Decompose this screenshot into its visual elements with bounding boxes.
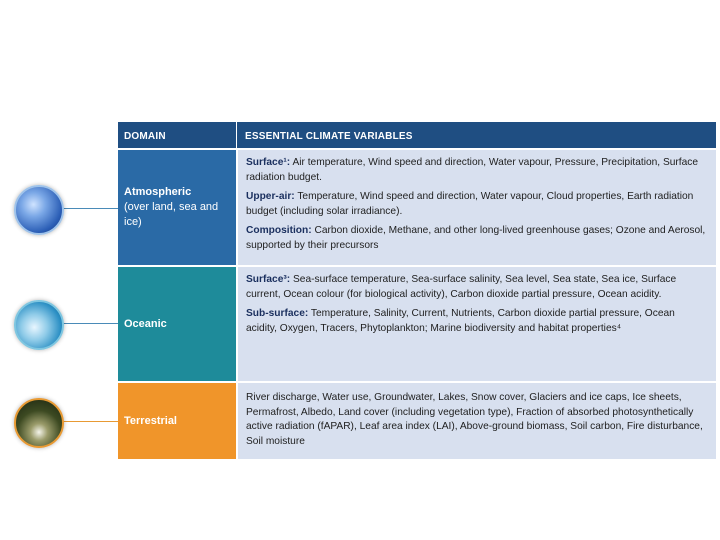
variable-group (246, 307, 708, 336)
oceanic-connector-line (60, 323, 118, 324)
table-row-oceanic (118, 265, 716, 381)
domain-cell (118, 383, 236, 459)
variable-group-label: Surface¹: (246, 157, 291, 168)
variable-group-label: Sub-surface: (246, 308, 309, 320)
domain-cell (118, 150, 236, 265)
variable-group-text: River discharge, Water use, Groundwater, Lakes, Snow cover, Glaciers and ice caps, Ice sheets, Permafrost, Albedo, Land cover (including vegetation type), Fraction of absorbed photosynthetically active radiation (fAPAR), Leaf area index (LAI), Above-ground biomass, Soil carbon, Fire disturbance, Soil moisture (246, 392, 703, 447)
variable-group (246, 391, 708, 449)
variable-group-text: Temperature, Salinity, Current, Nutrients, Carbon dioxide partial pressure, Ocean acidity, Oxygen, Tracers, Phytoplankton; Marine biodiversity and habitat properties⁴ (246, 308, 675, 334)
atmosphere-globe-icon (14, 185, 64, 235)
variables-cell (236, 150, 716, 265)
land-globe-icon (14, 398, 64, 448)
table-header (118, 122, 716, 148)
table-row-atmospheric (118, 148, 716, 265)
domain-name: Oceanic (124, 317, 167, 330)
variable-group (246, 273, 708, 302)
variable-group-text: Temperature, Wind speed and direction, Water vapour, Cloud properties, Earth radiation budget (including solar irradiance). (246, 191, 694, 217)
climate-variables-table (118, 122, 716, 459)
domain-name: Atmospheric (124, 186, 192, 198)
variable-group (246, 224, 708, 253)
variable-group-label: Composition: (246, 225, 312, 237)
table-row-terrestrial (118, 381, 716, 459)
variable-group-label: Surface³: (246, 274, 291, 285)
domain-subtitle: (over land, sea and ice) (124, 201, 219, 228)
atmospheric-connector-line (60, 208, 118, 209)
variable-group-text: Sea-surface temperature, Sea-surface salinity, Sea level, Sea state, Sea ice, Surface current, Ocean colour (for biological activity), Carbon dioxide partial pressure, Ocean acidity. (246, 274, 677, 300)
variables-cell (236, 267, 716, 381)
variables-column-header: ESSENTIAL CLIMATE VARIABLES (236, 122, 716, 148)
variable-group (246, 190, 708, 219)
variable-group (246, 156, 708, 185)
domain-cell (118, 267, 236, 381)
domain-column-header: DOMAIN (124, 131, 166, 142)
variable-group-text: Carbon dioxide, Methane, and other long-lived greenhouse gases; Ozone and Aerosol, supported by their precursors (246, 225, 706, 251)
domain-name: Terrestrial (124, 414, 177, 427)
variables-cell (236, 383, 716, 459)
ocean-globe-icon (14, 300, 64, 350)
variable-group-label: Upper-air: (246, 191, 295, 203)
variable-group-text: Air temperature, Wind speed and direction, Water vapour, Pressure, Precipitation, Surface radiation budget. (246, 157, 699, 183)
terrestrial-connector-line (60, 421, 118, 422)
